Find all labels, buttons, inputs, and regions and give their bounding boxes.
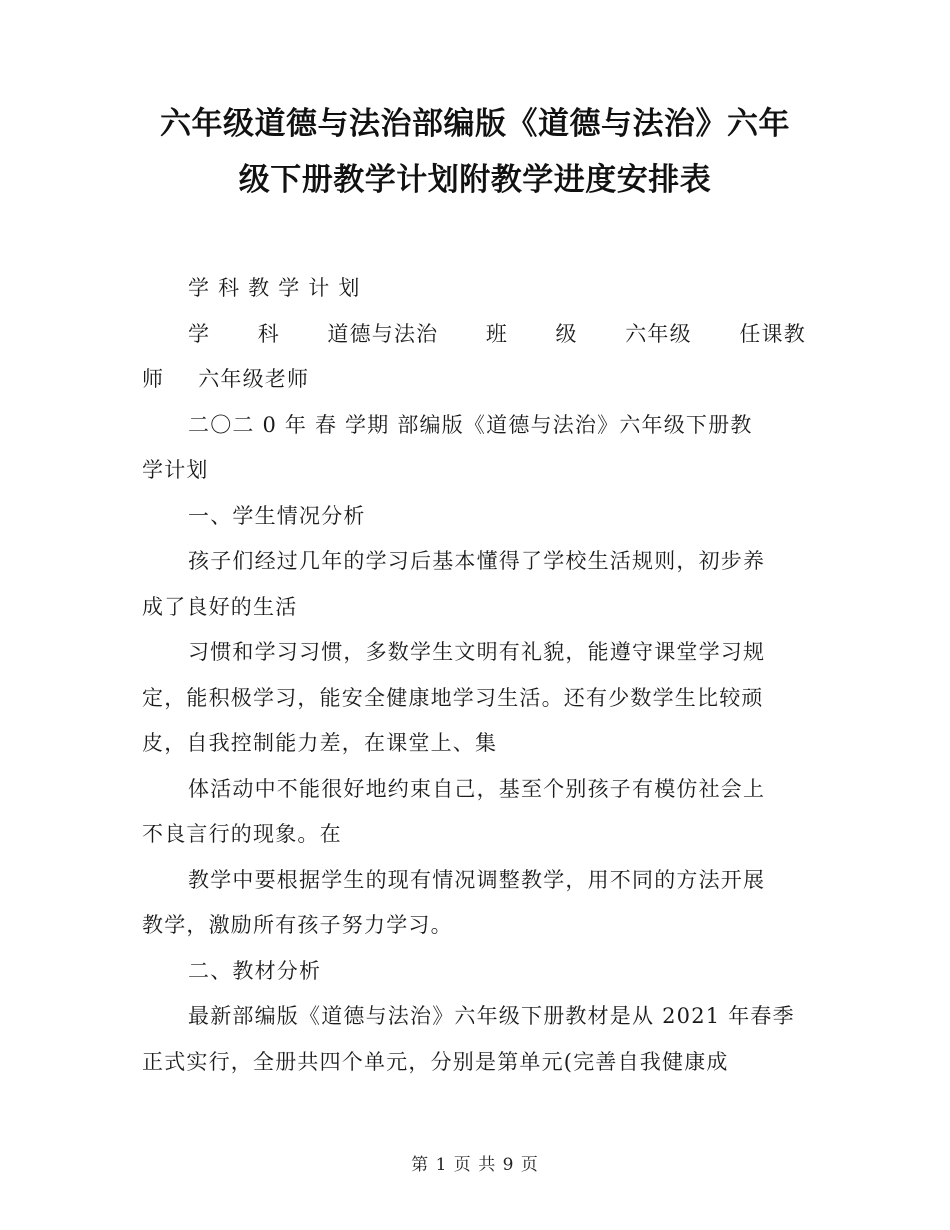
paragraph-line: 教学，激励所有孩子努力学习。: [142, 913, 453, 937]
paragraph-line: 体活动中不能很好地约束自己，基至个别孩子有模仿社会上: [188, 776, 766, 801]
document-title: [130, 96, 820, 208]
subject-label: 学: [188, 321, 211, 346]
paragraph-line: 定，能积极学习，能安全健康地学习生活。还有少数学生比较顽: [142, 685, 764, 710]
teacher-label-cont: 师: [142, 367, 165, 391]
section-heading-students: 一、学生情况分析: [188, 503, 366, 528]
title-line-2: 级下册教学计划附教学进度安排表: [238, 162, 712, 198]
meta-row: [142, 312, 806, 358]
paragraph-line: 不良言行的现象。在: [142, 822, 342, 846]
title-line-1: 六年级道德与法治部编版《道德与法治》六年: [160, 106, 790, 142]
paragraph-line: 教学中要根据学生的现有情况调整教学，用不同的方法开展: [188, 867, 766, 892]
teacher-row: [142, 357, 806, 403]
semester-line-2: 学计划: [142, 458, 209, 482]
class-value: 六年级: [625, 321, 692, 346]
teacher-label: 任课教: [739, 321, 806, 346]
paragraph-line: 正式实行，全册共四个单元，分别是第单元(完善自我健康成: [142, 1049, 729, 1074]
section-heading-textbook: 二、教材分析: [188, 958, 322, 983]
class-label-2: 级: [555, 321, 578, 346]
document-body: [142, 266, 806, 1085]
subject-label-2: 科: [257, 321, 280, 346]
semester-line-1: 二〇二 0 年 春 学期 部编版《道德与法治》六年级下册教: [188, 412, 753, 437]
plan-heading: 学 科 教 学 计 划: [188, 276, 361, 300]
class-label: 班: [485, 321, 509, 346]
paragraph-line: 孩子们经过几年的学习后基本懂得了学校生活规则，初步养: [188, 549, 766, 573]
paragraph-line: 皮，自我控制能力差，在课堂上、集: [142, 731, 498, 755]
subject-value: 道德与法治: [327, 321, 439, 346]
page-footer: 第 1 页 共 9 页: [411, 1155, 539, 1175]
paragraph-line: 习惯和学习习惯，多数学生文明有礼貌，能遵守课堂学习规: [188, 640, 766, 664]
paragraph-line: 成了良好的生活: [142, 594, 298, 619]
paragraph-line: 最新部编版《道德与法治》六年级下册教材是从 2021 年春季: [188, 1004, 795, 1028]
teacher-value: 六年级老师: [198, 367, 310, 391]
